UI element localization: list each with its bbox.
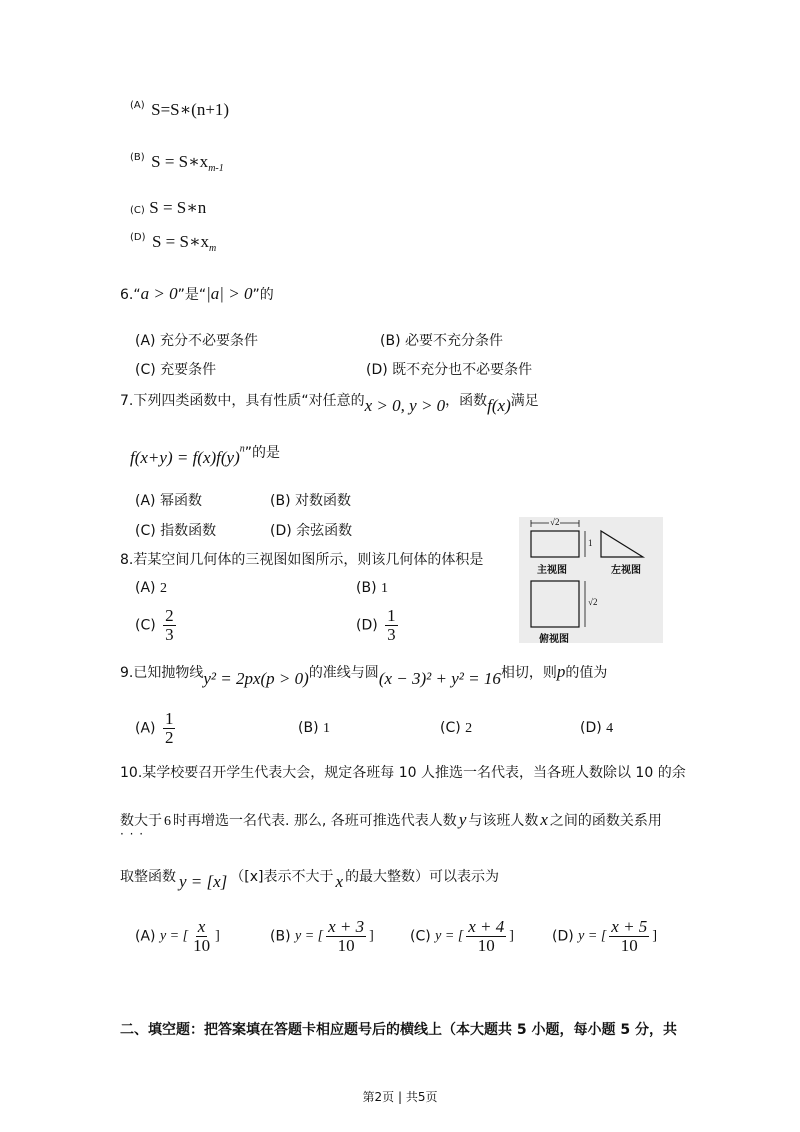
- fraction: $\frac{x}{10}$: [193, 917, 211, 955]
- floor-function: y = [x]: [179, 872, 228, 891]
- three-view-figure: [519, 517, 663, 643]
- q10-line-3: 取整函数 y = [x] （[x]表示不大于 x 的最大整数）可以表示为: [120, 869, 500, 891]
- dim-label-sqrt2-side: √2: [588, 597, 598, 607]
- q10-option-a: (A) y = [ $\frac{x}{10}$ ]: [135, 917, 220, 955]
- question-number: 6.: [120, 287, 134, 303]
- page-footer: 第2页 | 共5页: [362, 1090, 438, 1104]
- emphasis-text: 数大于 · · ·: [120, 813, 162, 829]
- front-view-rect: [531, 531, 579, 557]
- dim-label-one: 1: [588, 538, 593, 548]
- q5-option-a: [130, 100, 229, 120]
- option-formula: S=S∗(n+1): [151, 100, 230, 119]
- q8-option-a: (A) 2: [135, 580, 167, 596]
- fraction: $\frac{x + 4}{10}$: [468, 917, 505, 955]
- q7-option-b: (B) 对数函数: [270, 493, 351, 509]
- q8-option-b: (B) 1: [356, 580, 388, 596]
- front-view-label: 主视图: [537, 565, 567, 576]
- option-formula: S = S∗x: [151, 232, 210, 251]
- option-label: (D): [130, 232, 146, 243]
- condition: x > 0, y > 0: [364, 396, 446, 415]
- q5-option-b: [130, 152, 224, 174]
- fraction: $\frac{x + 5}{10}$: [611, 917, 648, 955]
- q10-line-2: 数大于 · · · 6 时再增选一名代表. 那么, 各班可推选代表人数 y 与该班人数 x 之间的函数关系用: [120, 810, 662, 830]
- q8-stem: 8.若某空间几何体的三视图如图所示，则该几何体的体积是: [120, 552, 484, 568]
- subscript: m-1: [208, 162, 224, 174]
- q9-stem: 9.已知抛物线y² = 2px(p > 0)的准线与圆(x − 3)² + y² = 16相切，则p的值为: [120, 662, 608, 688]
- condition-1: a > 0: [140, 284, 178, 303]
- side-view-label: 左视图: [611, 565, 641, 576]
- q10-option-c: (C) y = [ $\frac{x + 4}{10}$ ]: [410, 917, 514, 955]
- q10-option-d: (D) y = [ $\frac{x + 5}{10}$ ]: [552, 917, 657, 955]
- fraction: $\frac{1}{3}$: [387, 606, 396, 644]
- circle-equation: (x − 3)² + y² = 16: [378, 669, 501, 688]
- functional-equation: f(x+y) = f(x)f(y): [130, 448, 240, 467]
- subscript: m: [209, 242, 217, 254]
- fraction: $\frac{1}{2}$: [164, 709, 174, 747]
- option-label: (A): [130, 100, 145, 111]
- q7-option-c: (C) 指数函数: [135, 523, 217, 539]
- fraction: $\frac{x + 3}{10}$: [328, 917, 365, 955]
- fraction: $\frac{2}{3}$: [165, 606, 174, 644]
- q5-option-d: [130, 232, 216, 254]
- question-number: 8.: [120, 552, 134, 568]
- function: f(x): [487, 396, 511, 415]
- q7-option-a: (A) 幂函数: [135, 493, 202, 509]
- top-view-label: 俯视图: [539, 634, 569, 645]
- q7-formula-line: $f(x+y) = f(x)f(y)^n$”的是: [130, 443, 281, 467]
- question-number: 9.: [120, 665, 134, 681]
- section-2-heading: 二、填空题：把答案填在答题卡相应题号后的横线上（本大题共 5 小题，每小题 5 分，共: [120, 1022, 677, 1038]
- q10-option-b: (B) y = [ $\frac{x + 3}{10}$ ]: [270, 917, 374, 955]
- q9-option-b: (B) 1: [298, 720, 330, 736]
- q6-option-c: (C) 充要条件: [135, 362, 217, 378]
- q8-option-c: (C) $\frac{2}{3}$: [135, 606, 174, 644]
- option-formula: S = S∗x: [151, 152, 209, 171]
- condition-2: |a| > 0: [206, 284, 253, 303]
- q10-line-1: 10.某学校要召开学生代表大会，规定各班每 10 人推选一名代表，当各班人数除以 10 的余: [120, 765, 686, 781]
- question-number: 10.: [120, 765, 143, 781]
- q6-option-d: (D) 既不充分也不必要条件: [366, 362, 533, 378]
- parabola-equation: y² = 2px(p > 0): [203, 669, 309, 688]
- q6-option-b: (B) 必要不充分条件: [380, 333, 503, 349]
- q9-option-c: (C) 2: [440, 720, 473, 736]
- q5-option-c: [130, 198, 206, 218]
- q9-option-d: (D) 4: [580, 720, 614, 736]
- q7-option-d: (D) 余弦函数: [270, 523, 353, 539]
- q6-option-a: (A) 充分不必要条件: [135, 333, 258, 349]
- side-view-triangle: [601, 531, 643, 557]
- dim-label-sqrt2-top: √2: [550, 517, 560, 527]
- q8-option-d: (D) $\frac{1}{3}$: [356, 606, 396, 644]
- three-view-drawing: [519, 517, 663, 643]
- option-label: (B): [130, 152, 145, 163]
- q7-stem: 7.下列四类函数中，具有性质“对任意的x > 0, y > 0，函数f(x)满足: [120, 393, 539, 415]
- q6-stem: 6.“a > 0”是“|a| > 0”的: [120, 284, 274, 303]
- option-formula: S = S∗n: [149, 198, 207, 217]
- question-number: 7.: [120, 393, 134, 409]
- q9-option-a: (A) $\frac{1}{2}$: [135, 709, 174, 747]
- top-view-rect: [531, 581, 579, 627]
- option-label: (C): [130, 205, 145, 216]
